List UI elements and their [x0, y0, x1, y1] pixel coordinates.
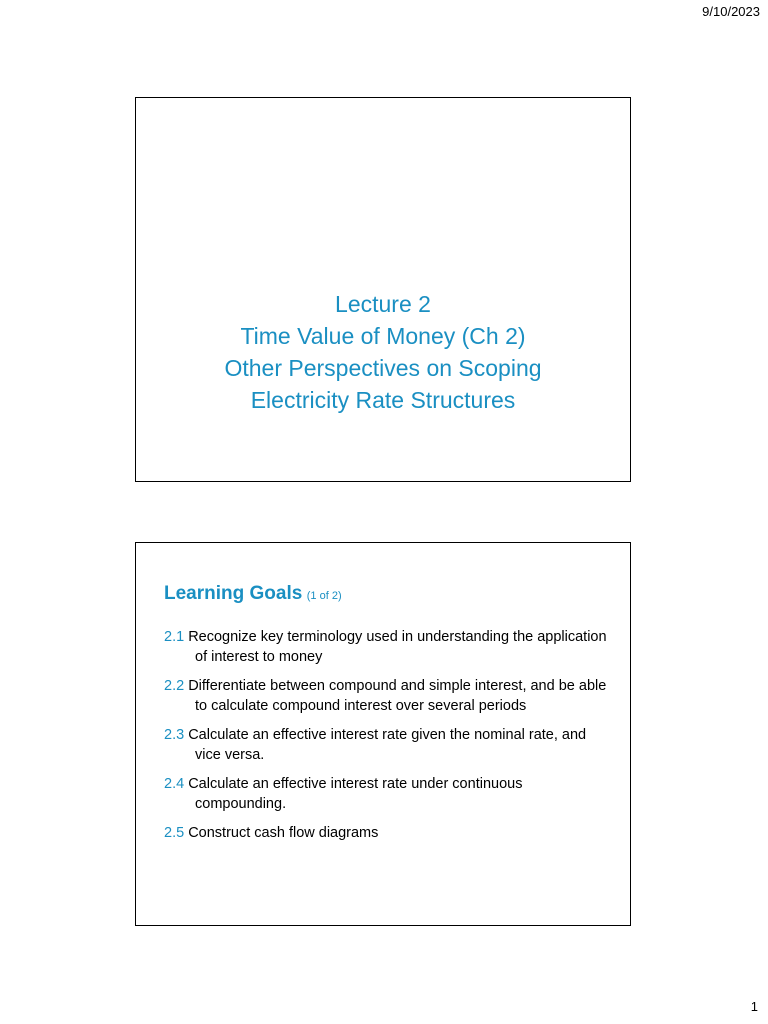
goal-number: 2.5: [164, 825, 185, 841]
goal-item: [164, 676, 614, 716]
title-line-2: Time Value of Money (Ch 2): [240, 323, 526, 349]
goal-text: Calculate an effective interest rate under continuous compounding.: [188, 776, 523, 812]
learning-goals-slide: [135, 542, 631, 926]
goals-heading-title: Learning Goals: [164, 583, 303, 604]
goal-text: Recognize key terminology used in understanding the application of interest to money: [188, 629, 607, 665]
goal-item: [164, 627, 614, 667]
title-line-3: Other Perspectives on Scoping: [224, 355, 542, 381]
slide-title: [136, 288, 630, 416]
page-number: 1: [750, 999, 758, 1014]
goal-list: [164, 627, 614, 852]
title-line-4: Electricity Rate Structures: [250, 387, 516, 413]
title-line-1: Lecture 2: [335, 291, 431, 317]
goal-item: [164, 725, 614, 765]
goal-number: 2.4: [164, 776, 185, 792]
goal-text: Differentiate between compound and simple interest, and be able to calculate compound interest over several periods: [188, 678, 607, 714]
page-date: 9/10/2023: [702, 4, 760, 19]
goals-heading-count: (1 of 2): [306, 590, 342, 602]
goal-item: [164, 823, 614, 843]
goal-number: 2.1: [164, 629, 185, 645]
goal-text: Construct cash flow diagrams: [188, 825, 379, 841]
goal-text: Calculate an effective interest rate given the nominal rate, and vice versa.: [188, 727, 587, 763]
goals-heading: [164, 583, 342, 605]
goal-number: 2.2: [164, 678, 185, 694]
title-slide: [135, 97, 631, 482]
goal-item: [164, 774, 614, 814]
goal-number: 2.3: [164, 727, 185, 743]
